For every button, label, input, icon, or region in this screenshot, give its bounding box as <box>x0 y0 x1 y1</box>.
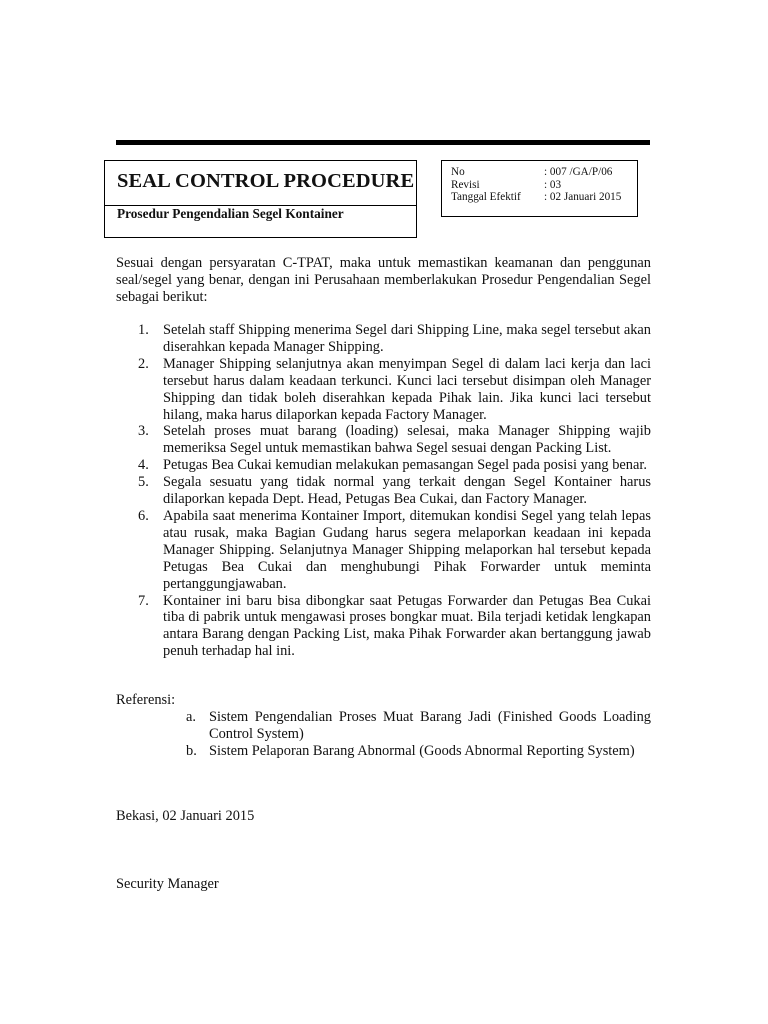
intro-paragraph: Sesuai dengan persyaratan C-TPAT, maka untuk memastikan keamanan dan penggunan seal/segel yang benar, dengan ini Perusahaan memberlakukan Prosedur Pengendalian Segel sebagai berikut: <box>116 255 651 305</box>
step-text: Segala sesuatu yang tidak normal yang terkait dengan Segel Kontainer harus dilaporkan kepada Dept. Head, Petugas Bea Cukai, dan Factory Manager. <box>163 474 651 508</box>
step-text: Manager Shipping selanjutnya akan menyimpan Segel di dalam laci kerja dan laci tersebut harus dalam keadaan terkunci. Kunci laci tersebut disimpan oleh Manager Shipping dan tidak boleh diserahkan kepada Pihak lain. Jika kunci laci tersebut hilang, maka harus dilaporkan kepada Factory Manager. <box>163 355 651 423</box>
references-list <box>116 709 651 760</box>
procedure-step <box>116 322 651 356</box>
meta-value: : 007 /GA/P/06 <box>544 166 613 178</box>
header-rule <box>116 140 650 145</box>
reference-item <box>116 743 651 760</box>
procedure-step <box>116 593 651 661</box>
reference-text: Sistem Pengendalian Proses Muat Barang Jadi (Finished Goods Loading Control System) <box>209 709 651 742</box>
step-text: Kontainer ini baru bisa dibongkar saat Petugas Forwarder dan Petugas Bea Cukai tiba di pabrik untuk mengawasi proses bongkar muat. Bila terjadi ketidak lengkapan antara Barang dengan Packing List, maka Pihak Forwarder akan bertanggung jawab penuh terhadap hal ini. <box>163 592 651 660</box>
step-number: 4. <box>138 457 149 474</box>
step-text: Apabila saat menerima Kontainer Import, ditemukan kondisi Segel yang telah lepas atau rusak, maka Bagian Gudang harus segera melaporkan keadaan ini kepada Manager Shipping. Selanjutnya Manager Shipping melaporkan hal tersebut kepada Petugas Bea Cukai dan menghubungi Pihak Forwarder untuk meminta pertanggungjawaban. <box>163 507 651 592</box>
step-text: Petugas Bea Cukai kemudian melakukan pemasangan Segel pada posisi yang benar. <box>163 457 647 474</box>
document-subtitle: Prosedur Pengendalian Segel Kontainer <box>117 206 344 221</box>
procedure-step <box>116 423 651 457</box>
meta-label: Revisi <box>451 178 480 191</box>
references-label: Referensi: <box>116 692 176 708</box>
procedure-step <box>116 474 651 508</box>
meta-value: : 03 <box>544 178 562 191</box>
reference-letter: a. <box>186 709 196 725</box>
procedure-step <box>116 457 651 474</box>
step-text: Setelah proses muat barang (loading) selesai, maka Manager Shipping wajib memeriksa Segel untuk memastikan bahwa Segel sesuai dengan Packing List. <box>163 423 651 457</box>
document-title: SEAL CONTROL PROCEDURE <box>117 170 415 192</box>
step-number: 7. <box>138 592 149 609</box>
step-number: 3. <box>138 423 149 440</box>
step-text: Setelah staff Shipping menerima Segel dari Shipping Line, maka segel tersebut akan diserahkan kepada Manager Shipping. <box>163 322 651 355</box>
reference-item <box>116 709 651 743</box>
signatory-title: Security Manager <box>116 876 219 892</box>
meta-value: : 02 Januari 2015 <box>544 191 622 203</box>
title-box <box>104 160 417 238</box>
procedure-step <box>116 356 651 424</box>
step-number: 1. <box>138 322 149 338</box>
reference-text: Sistem Pelaporan Barang Abnormal (Goods Abnormal Reporting System) <box>209 742 635 759</box>
meta-label: Tanggal Efektif <box>451 191 521 203</box>
step-number: 6. <box>138 507 149 524</box>
procedure-step <box>116 508 651 593</box>
step-number: 5. <box>138 474 149 491</box>
meta-label: No <box>451 166 465 178</box>
document-meta-box <box>441 160 638 217</box>
place-and-date: Bekasi, 02 Januari 2015 <box>116 808 255 824</box>
step-number: 2. <box>138 355 149 372</box>
reference-letter: b. <box>186 742 197 759</box>
procedure-steps <box>116 322 651 660</box>
